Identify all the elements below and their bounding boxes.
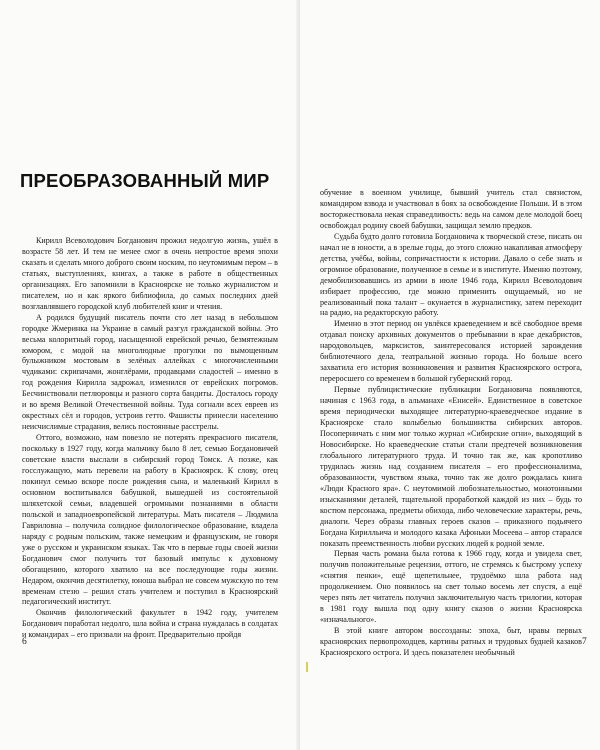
- paragraph: Кирилл Всеволодович Богданович прожил недолгую жизнь, ушёл в возрасте 58 лет. И тем не менее смог в очень непростое время эпохи сказать и сделать много доброго своим носким, по неутомимым пером – в статьях, выступлениях, книгах, а также в работе в общественных организациях. Его запомнили в Красноярске не только журналистом и писателем, но и как яркого библиофила, до самых последних дней возглавлявшего городской клуб любителей книг и чтения.: [22, 236, 278, 311]
- paragraph: Окончив филологический факультет в 1942 году, учителем Богданович поработал недолго, шла война и страна нуждалась в солдатах и командирах – его призвали на фронт. Предварительно пройдя: [22, 608, 278, 640]
- bookmark-strip: [306, 662, 308, 672]
- paragraph: Именно в этот период он увлёкся краеведением и всё свободное время отдавал поиску архивных документов о пребывании в крае декабристов, народовольцев, марксистов, заинтересовался историей зарождения библиотечного дела, театральной жизнью города. Но больше всего захватила его история возникновения и развития Красноярского острога, переросшего со временем в большой губернский город.: [320, 319, 582, 384]
- chapter-title: ПРЕОБРАЗОВАННЫЙ МИР: [20, 170, 270, 191]
- right-page-text: [320, 188, 582, 659]
- paragraph: Оттого, возможно, нам повезло не потерять прекрасного писателя, поскольку в 1927 году, когда мальчику было 8 лет, семью Богдановичей советские власти выслали в сибирский город Томск. А позже, как госслужащую, мать перевели на работу в Красноярск. К слову, отец покинул семью вскоре после рождения сына, и маленький Кирилл в основном воспитывался бабушкой, вышедшей из состоятельной шляхетской семьи, владевшей огромными познаниями в области польской и западноевропейской литературы. Мать писателя – Людмила Гавриловна – получила солидное филологическое образование, владела наряду с родным польским, также немецким и французским, не говоря уже о русском и украинском языках. Так что в первые годы своей жизни Богданович смог получить тот базовый импульс к духовному обогащению, которого хватило на все последующие годы жизни. Недаром, окончив десятилетку, юноша выбрал не совсем мужскую по тем временам стезю – решил стать учителем и поступил в Красноярский педагогический институт.: [22, 433, 278, 607]
- paragraph: А родился будущий писатель почти сто лет назад в небольшом городке Жмеринка на Украине в самый разгул гражданской войны. Это весьма колоритный город, насыщенной еврейской речью, безмятежным юмором, с модой на многолюдные прогулки по вымощенным булыжником мостовым в зелёных аллейках с многочисленными чудиками: скрипачами, жонглёрами, продавцами сладостей – именно в год рождения Кирилла задрожал, изменился от еврейских погромов. Бесчинствовали петлюровцы и разного сорта бандиты. Досталось городу и во время Великой Отечественной войны. Туда согнали всех евреев из окрестных сёл и городов, устроив гетто. Фашисты принесли населению неисчислимые страдания, велись постоянные расстрелы.: [22, 312, 278, 432]
- paragraph: Судьба будто долго готовила Богдановича к творческой стезе, писать он начал не в юности, а в зрелые годы, до этого сложно накапливая атмосферу детства, учёбы, войны, сопричастности к истории. Давало о себе знать и огромное образование, полученное в семье и в институте. Именно поэтому, демобилизовавшись из армии в июле 1946 года, Кирилл Всеволодович избирает профессию, где можно применить ощущаемый, но не реализованный пока талант – окунается в журналистику, затем переходит на радио, на редакторскую работу.: [320, 231, 582, 318]
- page-number-left: 6: [22, 637, 27, 647]
- paragraph: В этой книге автором воссозданы: эпоха, быт, нравы первых красноярских первопроходцев, картины ратных и трудовых будней казаков Красноярского острога. И здесь показателен необычный: [320, 626, 582, 658]
- paragraph-continuation: обучение в военном училище, бывший учитель стал связистом, командиром взвода и участвовал в боях за освобождение Польши. И в этом восторжествовала некая справедливость: ведь на самом деле молодой боец освобождал родину своей бабушки, защищал землю предков.: [320, 188, 582, 230]
- page-number-right: 7: [582, 637, 587, 647]
- paragraph: Первые публицистические публикации Богдановича появляются, начиная с 1963 года, в альманахе «Енисей». Единственное в советское время периодически выходящее литературно-краеведческое издание в Красноярске стало колыбелью большинства сибирских авторов. Посоперничать с ним мог только журнал «Сибирские огни», выходящий в Новосибирске. Но краеведческие статьи стали предтечей возникновения глобального литературного труда. И точно так же, как кропотливо трудилась жизнь над созданием писателя – его профессионализма, образованности, чувством языка, точно так же долго рождалась книга «Люди Красного яра». С неутомимой любознательностью, монотонными изысканиями деталей, тщательной проработкой каждой из них – будь то костюм персонажа, предметы обихода, либо человеческие характеры, речь, диалоги. Через образы главных героев сказов – приказного подьячего Богдана Кирилльича и молодого казака Афоньки Мосеева – автор старался показать преемственность любви русских людей к родной земле.: [320, 385, 582, 548]
- right-page: [300, 0, 600, 750]
- left-page-text: [22, 236, 278, 641]
- paragraph: Первая часть романа была готова к 1966 году, когда и увидела свет, получив положительные рецензии, оттого, не стремясь к быстрому успеху «снятия пенки», ещё щепетильнее, трудоёмко шла работа над продолжением. Оно появилось на свет только восемь лет спустя, а ещё через пять лет читатель получил заключительную часть трилогии, которая в 1981 году вышла под одну книгу сказов о жизни Красноярска «изначального».: [320, 549, 582, 625]
